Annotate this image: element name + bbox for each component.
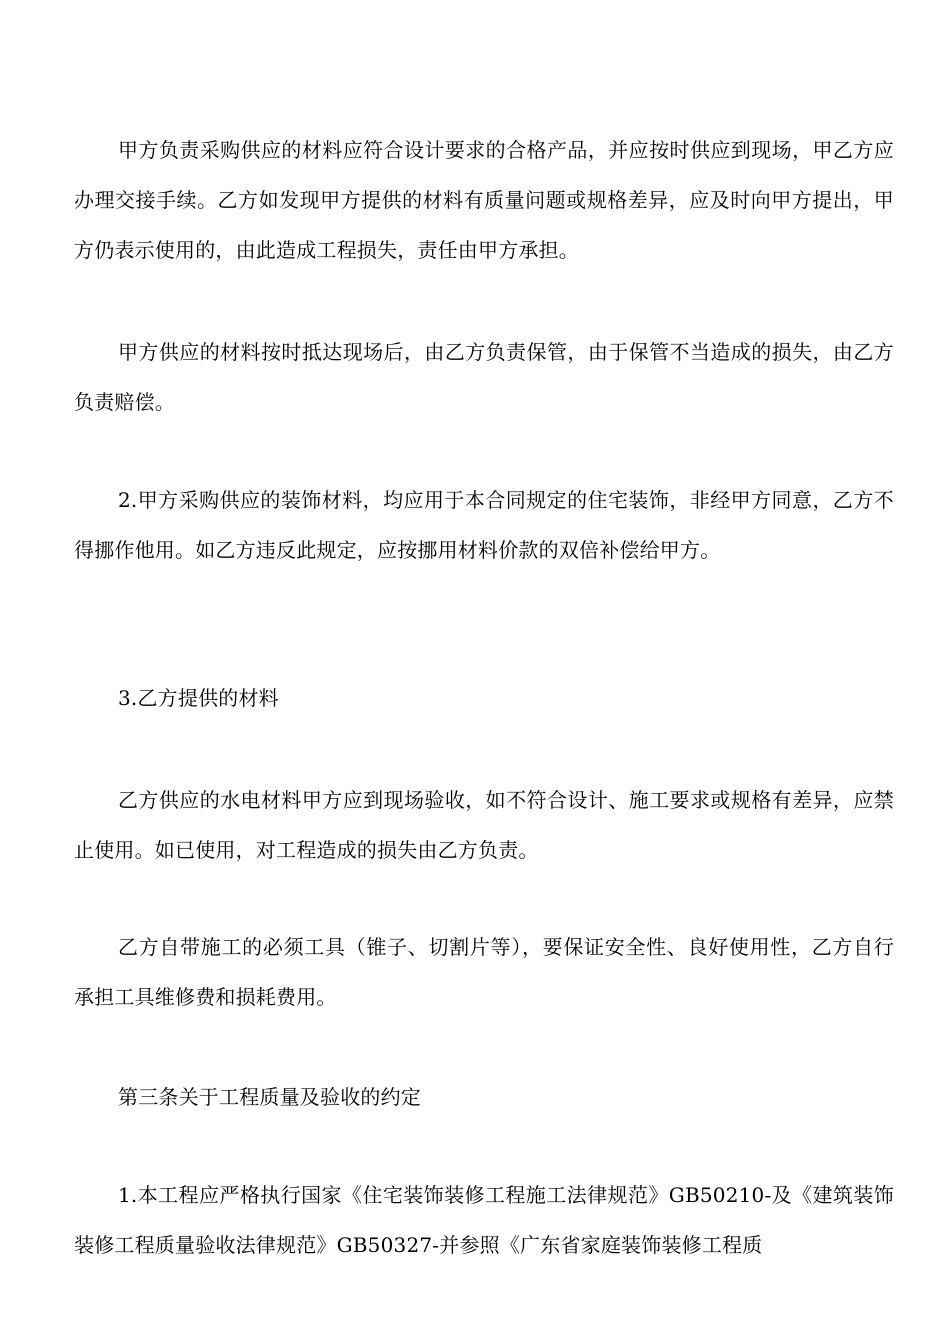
paragraph-tools: 乙方自带施工的必须工具（锥子、切割片等），要保证安全性、良好使用性，乙方自行承担工具维修费和损耗费用。 <box>74 935 894 1009</box>
paragraph-material-usage: 2.甲方采购供应的装饰材料，均应用于本合同规定的住宅装饰，非经甲方同意，乙方不得挪作他用。如乙方违反此规定，应按挪用材料价款的双倍补偿给甲方。 <box>74 488 894 562</box>
section-heading-contractor-materials: 3.乙方提供的材料 <box>118 686 279 710</box>
paragraph-utility-materials: 乙方供应的水电材料甲方应到现场验收，如不符合设计、施工要求或规格有差异，应禁止使用。如已使用，对工程造成的损失由乙方负责。 <box>74 788 894 862</box>
paragraph-material-supply: 甲方负责采购供应的材料应符合设计要求的合格产品，并应按时供应到现场，甲乙方应办理交接手续。乙方如发现甲方提供的材料有质量问题或规格差异，应及时向甲方提出，甲方仍表示使用的，由此造成工程损失，责任由甲方承担。 <box>74 138 894 262</box>
article-heading-quality: 第三条关于工程质量及验收的约定 <box>118 1085 421 1109</box>
paragraph-quality-standards: 1.本工程应严格执行国家《住宅装饰装修工程施工法律规范》GB50210-及《建筑装饰装修工程质量验收法律规范》GB50327-并参照《广东省家庭装饰装修工程质 <box>74 1183 894 1257</box>
paragraph-material-custody: 甲方供应的材料按时抵达现场后，由乙方负责保管，由于保管不当造成的损失，由乙方负责赔偿。 <box>74 340 894 414</box>
